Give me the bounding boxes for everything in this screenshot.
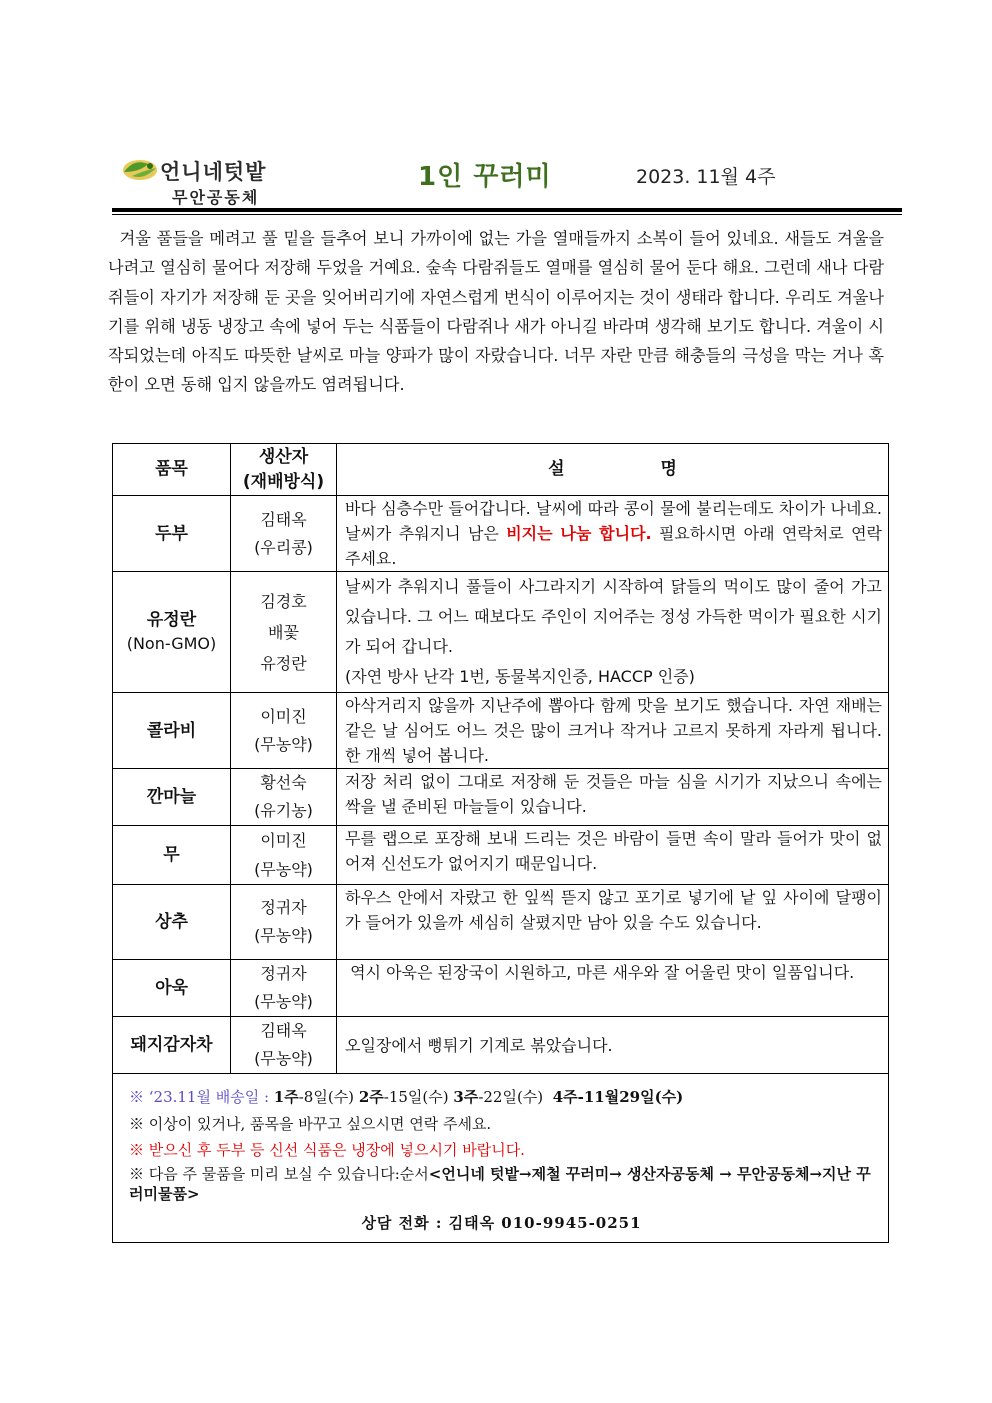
notes-row	[113, 1074, 889, 1243]
table-row	[113, 1017, 889, 1074]
notice-preview	[129, 1164, 874, 1208]
table-row	[113, 496, 889, 572]
certification-text: (자연 방사 난각 1번, 동물복지인증, HACCP 인증)	[345, 667, 695, 686]
producer-cell	[231, 885, 337, 960]
week2-date: -15일(수)	[383, 1088, 449, 1106]
header-divider	[112, 208, 902, 212]
item-name: 콜라비	[113, 693, 231, 769]
week1-label: 1주	[273, 1088, 299, 1106]
table-row	[113, 826, 889, 885]
logo-main-text: 언니네텃밭	[160, 160, 267, 184]
cultivation-method: (우리콩)	[254, 537, 313, 557]
cultivation-method: (무농약)	[254, 1049, 313, 1068]
table-row	[113, 572, 889, 693]
logo	[120, 154, 280, 206]
header-divider-thin	[112, 214, 902, 215]
description-highlight: 비지는 나눔 합니다.	[506, 524, 652, 543]
notice-change: ※ 이상이 있거나, 품목을 바꾸고 싶으시면 연락 주세요.	[129, 1114, 492, 1133]
item-description	[337, 496, 889, 572]
table-row	[113, 693, 889, 769]
intro-paragraph	[108, 224, 884, 400]
producer-name: 황선숙	[260, 773, 307, 792]
contact-info: 상담 전화 : 김태옥 010-9945-0251	[361, 1213, 642, 1232]
item-name: 돼지감자차	[113, 1017, 231, 1074]
producer-cell	[231, 769, 337, 826]
producer-cell	[231, 826, 337, 885]
item-name: 깐마늘	[113, 769, 231, 826]
cultivation-method: (무농약)	[254, 734, 313, 754]
issue-date: 2023. 11월 4주	[636, 166, 776, 188]
header-producer-line2: (재배방식)	[242, 471, 325, 492]
description-text: 바다 심층수만 들어갑니다. 날씨에 따라 콩이 물에 불리는데도 차이가 나네요. 날씨가 추워지니 남은	[345, 499, 882, 543]
delivery-label: ※ ‘23.11월 배송일 :	[129, 1088, 274, 1106]
item-description: 저장 처리 없이 그대로 저장해 둔 것들은 마늘 심을 시기가 지났으니 속에는 싹을 낼 준비된 마늘들이 있습니다.	[337, 769, 889, 826]
table-header-row	[113, 444, 889, 496]
producer-cell	[231, 693, 337, 769]
header-item: 품목	[113, 444, 231, 496]
notice-refrigerate: ※ 받으신 후 두부 등 신선 식품은 냉장에 넣으시기 바랍니다.	[129, 1141, 525, 1159]
description-text: 날씨가 추워지니 풀들이 사그라지기 시작하여 닭들의 먹이도 많이 줄어 가고 있습니다. 그 어느 때보다도 주인이 지어주는 정성 가득한 먹이가 필요한 시기가 되어 갑니다.	[345, 577, 882, 656]
leaf-logo-icon	[120, 156, 160, 182]
table-row	[113, 885, 889, 960]
producer-product: 유정란	[260, 653, 307, 673]
table-row	[113, 769, 889, 826]
header-description: 설 명	[337, 444, 889, 496]
intro-text: 겨울 풀들을 메려고 풀 밑을 들추어 보니 가까이에 없는 가을 열매들까지 소복이 들어 있네요. 새들도 겨울을 나려고 열심히 물어다 저장해 두었을 거예요. 숲속 다람쥐들도 열매를 열심히 물어 둔다 해요. 그런데 새나 다람쥐들이 자기가 저장해 둔 곳을 잊어버리기에 자연스럽게 번식이 이루어지는 것이 생태라 합니다. 우리도 겨울나기를 위해 냉동 냉장고 속에 넣어 두는 식품들이 다람쥐나 새가 아니길 바라며 생각해 보기도 합니다. 겨울이 시작되었는데 아직도 따뜻한 날씨로 마늘 양파가 많이 자랐습니다. 너무 자란 만큼 해충들의 극성을 막는 거나 혹한이 오면 동해 입지 않을까도 염려됩니다.	[108, 229, 884, 395]
producer-cell	[231, 572, 337, 693]
table-row	[113, 960, 889, 1017]
item-name: 아욱	[113, 960, 231, 1017]
page-title: 1인 꾸러미	[418, 162, 552, 192]
producer-name: 김경호	[260, 591, 307, 611]
product-table	[112, 443, 889, 1243]
producer-cell	[231, 496, 337, 572]
item-description: 하우스 안에서 자랐고 한 잎씩 뜯지 않고 포기로 넣기에 낱 잎 사이에 달팽이가 들어가 있을까 세심히 살폈지만 남아 있을 수도 있습니다.	[337, 885, 889, 960]
producer-name: 김태옥	[260, 1021, 307, 1040]
cultivation-method: (무농약)	[254, 926, 313, 945]
header	[112, 150, 902, 210]
item-name: 유정란	[146, 610, 197, 630]
item-description: 역시 아욱은 된장국이 시원하고, 마른 새우와 잘 어울린 맛이 일품입니다.	[337, 960, 889, 1017]
producer-name: 정귀자	[260, 898, 307, 917]
notes-box	[113, 1074, 889, 1243]
producer-cell	[231, 960, 337, 1017]
week1-date: -8일(수)	[298, 1088, 355, 1106]
logo-sub-text: 무안공동체	[172, 188, 260, 207]
cultivation-method: (무농약)	[254, 860, 313, 879]
preview-path: <언니네 텃밭→제철 꾸러미→ 생산자공동체 → 무안공동체→지난 꾸러미물품>	[129, 1164, 871, 1203]
item-description	[337, 572, 889, 693]
item-name: 두부	[113, 496, 231, 572]
producer-name: 이미진	[260, 706, 307, 726]
item-subtitle: (Non-GMO)	[126, 634, 217, 653]
item-description: 오일장에서 뻥튀기 기계로 볶았습니다.	[337, 1017, 889, 1074]
delivery-schedule	[129, 1084, 874, 1111]
week4-date: 4주-11월29일(수)	[552, 1088, 684, 1106]
producer-name: 이미진	[260, 831, 307, 850]
item-name-cell	[113, 572, 231, 693]
header-producer	[231, 444, 337, 496]
producer-name: 정귀자	[260, 964, 307, 983]
item-description: 아삭거리지 않을까 지난주에 뽑아다 함께 맛을 보기도 했습니다. 자연 재배는 같은 날 심어도 어느 것은 많이 크거나 작거나 고르지 못하게 자라게 됩니다. 한 개씩 넣어 봅니다.	[337, 693, 889, 769]
producer-cell	[231, 1017, 337, 1074]
item-description: 무를 랩으로 포장해 보내 드리는 것은 바람이 들면 속이 말라 들어가 맛이 없어져 신선도가 없어지기 때문입니다.	[337, 826, 889, 885]
cultivation-method: (유기농)	[254, 801, 313, 820]
description-text-end: 필요하시면 아래 연락처로 연락 주세요.	[345, 524, 882, 568]
header-producer-line1: 생산자	[258, 446, 309, 467]
week3-label: 3주	[453, 1088, 479, 1106]
item-name: 상추	[113, 885, 231, 960]
week2-label: 2주	[358, 1088, 384, 1106]
producer-farm: 배꽃	[268, 622, 299, 642]
cultivation-method: (무농약)	[254, 992, 313, 1011]
preview-text: ※ 다음 주 물품을 미리 보실 수 있습니다:순서	[129, 1164, 429, 1183]
week3-date: -22일(수)	[478, 1088, 544, 1106]
producer-name: 김태옥	[260, 509, 307, 529]
item-name: 무	[113, 826, 231, 885]
